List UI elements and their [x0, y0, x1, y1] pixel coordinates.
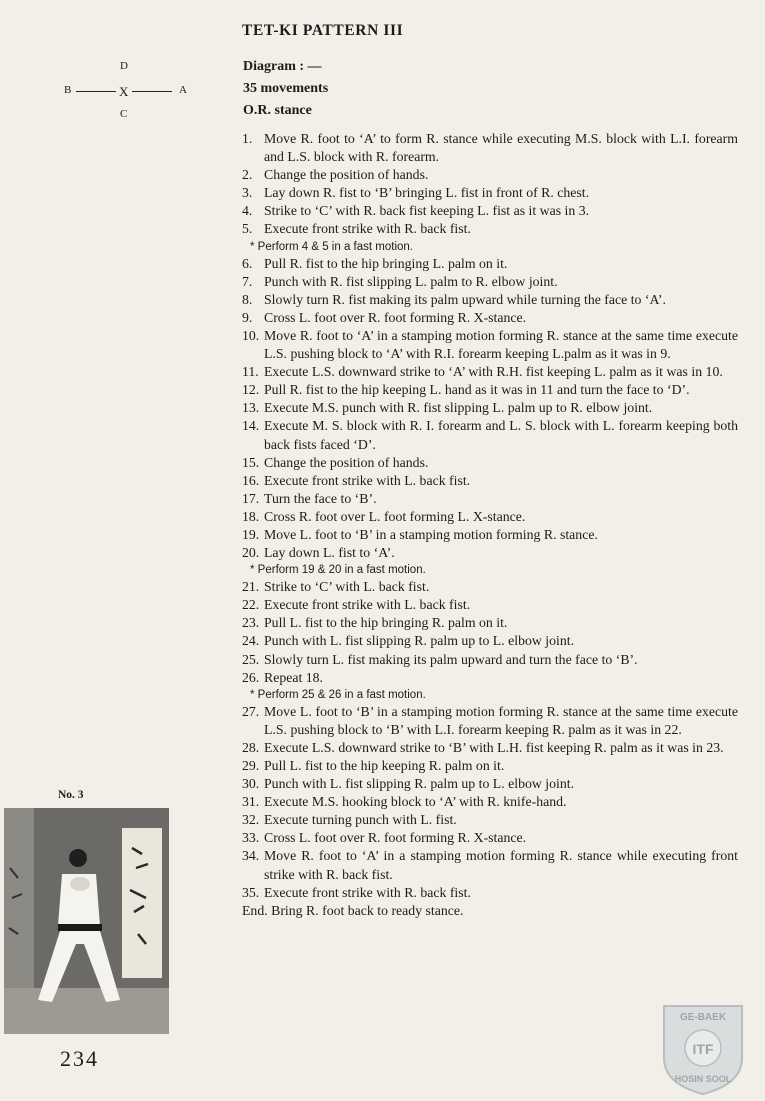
movement-text: Lay down R. fist to ‘B’ bringing L. fist in front of R. chest.: [264, 185, 590, 201]
motion-note: * Perform 4 & 5 in a fast motion.: [250, 240, 413, 253]
movement-text: Execute turning punch with L. fist.: [264, 812, 457, 828]
movement-text: Move R. foot to ‘A’ in a stamping motion forming R. stance at the same time execute L.S. pushing block to ‘A’ with R.I. forearm keeping L.palm as it was in 9.: [264, 327, 738, 362]
movement-item: [242, 739, 738, 757]
pattern-meta: [243, 56, 328, 122]
movement-number: 27.: [242, 703, 260, 719]
movement-number: 28.: [242, 739, 260, 755]
motion-note: * Perform 19 & 20 in a fast motion.: [250, 564, 426, 577]
movement-number: 3.: [242, 185, 253, 201]
movement-text: Slowly turn R. fist making its palm upward while turning the face to ‘A’.: [264, 291, 666, 307]
movement-item: [242, 255, 738, 273]
movement-text: Move R. foot to ‘A’ in a stamping motion forming R. stance while executing front strike with R. back fist.: [264, 848, 738, 882]
movement-text: Cross R. foot over L. foot forming L. X-stance.: [264, 508, 526, 524]
movement-item: [242, 309, 738, 327]
diagram-point-top: D: [120, 60, 128, 72]
movement-item: [242, 363, 738, 381]
motion-note: * Perform 25 & 26 in a fast motion.: [250, 688, 426, 701]
movement-item: [242, 220, 738, 238]
diagram-line-left: [76, 91, 116, 92]
starting-stance: O.R. stance: [243, 103, 312, 118]
movement-item: [242, 544, 738, 562]
movement-item: [242, 291, 738, 309]
movement-text: Pull R. fist to the hip bringing L. palm on it.: [264, 255, 508, 271]
diagram-point-left: B: [64, 84, 72, 96]
movement-number: 24.: [242, 633, 260, 649]
movement-item: [242, 526, 738, 544]
movement-item: [242, 184, 738, 202]
watermark-center-text: ITF: [692, 1041, 714, 1057]
page-title: TET-KI PATTERN III: [242, 22, 404, 39]
diagram-point-right: A: [179, 84, 187, 96]
movement-item: [242, 273, 738, 291]
movement-number: 26.: [242, 669, 260, 685]
watermark-bottom-text: HOSIN SOOL: [674, 1074, 732, 1084]
movement-item: [242, 472, 738, 490]
movement-item: [242, 703, 738, 739]
movement-text: Execute M. S. block with R. I. forearm and L. S. block with L. forearm keeping both back fists faced ‘D’.: [264, 418, 738, 452]
movement-number: 1.: [242, 131, 253, 146]
movement-text: Move L. foot to ‘B’ in a stamping motion forming R. stance.: [264, 526, 598, 542]
diagram-point-bottom: C: [120, 108, 128, 120]
movement-item: [242, 508, 738, 526]
movement-item: [242, 578, 738, 596]
movement-number: 14.: [242, 418, 260, 434]
movement-number: 18.: [242, 508, 260, 524]
movement-number: 25.: [242, 651, 260, 667]
movement-text: Punch with L. fist slipping R. palm up to L. elbow joint.: [264, 633, 575, 649]
movement-text: Execute front strike with L. back fist.: [264, 472, 471, 488]
movement-text: Execute front strike with L. back fist.: [264, 597, 471, 613]
movement-number: 19.: [242, 526, 260, 542]
movement-number: 12.: [242, 382, 260, 398]
demonstration-photo-figure: [4, 808, 169, 1034]
ge-baek-hosin-sool-logo: [654, 996, 752, 1096]
movement-item: [242, 490, 738, 508]
movement-item: [242, 757, 738, 775]
movement-number: 31.: [242, 794, 260, 810]
movement-text: Pull L. fist to the hip keeping R. palm on it.: [264, 758, 505, 773]
diagram-line-right: [132, 91, 172, 92]
page-number: 234: [60, 1046, 99, 1071]
movement-item: [242, 847, 738, 883]
movement-text: Slowly turn L. fist making its palm upward and turn the face to ‘B’.: [264, 651, 638, 667]
movement-text: Pull R. fist to the hip keeping L. hand as it was in 11 and turn the face to ‘D’.: [264, 382, 690, 398]
movement-number: 35.: [242, 884, 260, 900]
movement-list: [242, 130, 738, 920]
movement-item: [242, 596, 738, 614]
movement-text: Move L. foot to ‘B’ in a stamping motion forming R. stance at the same time execute L.S. pushing block to ‘B’ with L.I. forearm keeping R. palm as it was in 22.: [264, 703, 738, 737]
movement-number: 34.: [242, 848, 260, 864]
movement-text: Punch with R. fist slipping L. palm to R. elbow joint.: [264, 273, 558, 289]
movement-text: Execute L.S. downward strike to ‘A’ with R.H. fist keeping L. palm as it was in 10.: [264, 364, 723, 380]
diagram-center: X: [119, 84, 129, 99]
movement-text: Strike to ‘C’ with L. back fist.: [264, 579, 430, 595]
movement-text: Cross L. foot over R. foot forming R. X-stance.: [264, 309, 527, 325]
photo-caption: No. 3: [58, 789, 84, 801]
movement-number: 13.: [242, 400, 260, 416]
movement-item: [242, 130, 738, 166]
movement-number: 30.: [242, 776, 260, 792]
movement-text: Cross L. foot over R. foot forming R. X-stance.: [264, 830, 527, 846]
movement-number: 6.: [242, 255, 253, 271]
movement-item: [242, 381, 738, 399]
movement-text: Execute M.S. punch with R. fist slipping L. palm up to R. elbow joint.: [264, 400, 653, 416]
movement-item: [242, 811, 738, 829]
movement-number: 7.: [242, 273, 253, 289]
movement-number: 5.: [242, 221, 253, 237]
movement-number: 11.: [242, 364, 259, 380]
movement-number: 21.: [242, 579, 260, 595]
movement-text: Punch with L. fist slipping R. palm up to L. elbow joint.: [264, 776, 575, 792]
watermark-top-text: GE-BAEK: [679, 1012, 727, 1023]
movement-text: Lay down L. fist to ‘A’.: [264, 545, 395, 561]
movement-count: 35 movements: [243, 81, 329, 96]
movement-item: [242, 202, 738, 220]
movement-number: 15.: [242, 454, 260, 470]
movement-number: 33.: [242, 830, 260, 846]
movement-number: 29.: [242, 758, 260, 773]
movement-item: [242, 417, 738, 453]
movement-number: 20.: [242, 545, 260, 561]
movement-number: 16.: [242, 472, 260, 488]
movement-item: [242, 399, 738, 417]
movement-text: Move R. foot to ‘A’ to form R. stance while executing M.S. block with L.I. forearm and L.S. block with R. forearm.: [264, 131, 738, 165]
movement-number: 4.: [242, 203, 253, 219]
diagram-heading: Diagram : —: [243, 59, 322, 74]
movement-item: [242, 884, 738, 902]
movement-text: Execute M.S. hooking block to ‘A’ with R. knife-hand.: [264, 794, 567, 810]
movement-number: 10.: [242, 327, 260, 343]
movement-number: 9.: [242, 309, 253, 325]
end-instruction: End. Bring R. foot back to ready stance.: [242, 902, 464, 918]
movement-number: 32.: [242, 812, 260, 828]
movement-item: [242, 793, 738, 811]
pattern-diagram: [60, 58, 200, 123]
movement-item: [242, 166, 738, 184]
movement-item: [242, 614, 738, 632]
movement-text: Change the position of hands.: [264, 167, 429, 183]
movement-item: [242, 651, 738, 669]
movement-number: 22.: [242, 597, 260, 613]
movement-item: [242, 669, 738, 687]
movement-item: [242, 632, 738, 650]
movement-text: Repeat 18.: [264, 669, 324, 685]
movement-text: Turn the face to ‘B’.: [264, 490, 377, 506]
movement-text: Execute front strike with R. back fist.: [264, 884, 471, 900]
movement-number: 2.: [242, 167, 253, 183]
movement-number: 17.: [242, 490, 260, 506]
movement-text: Pull L. fist to the hip bringing R. palm on it.: [264, 615, 508, 631]
movement-number: 8.: [242, 291, 253, 307]
movement-text: Strike to ‘C’ with R. back fist keeping L. fist as it was in 3.: [264, 203, 590, 219]
movement-number: 23.: [242, 615, 260, 631]
movement-text: Change the position of hands.: [264, 454, 429, 470]
movement-text: Execute L.S. downward strike to ‘B’ with L.H. fist keeping R. palm as it was in 23.: [264, 739, 724, 755]
movement-item: [242, 454, 738, 472]
movement-item: [242, 327, 738, 363]
movement-item: [242, 775, 738, 793]
movement-item: [242, 829, 738, 847]
demonstration-photo: [4, 808, 169, 1034]
movement-text: Execute front strike with R. back fist.: [264, 221, 471, 237]
